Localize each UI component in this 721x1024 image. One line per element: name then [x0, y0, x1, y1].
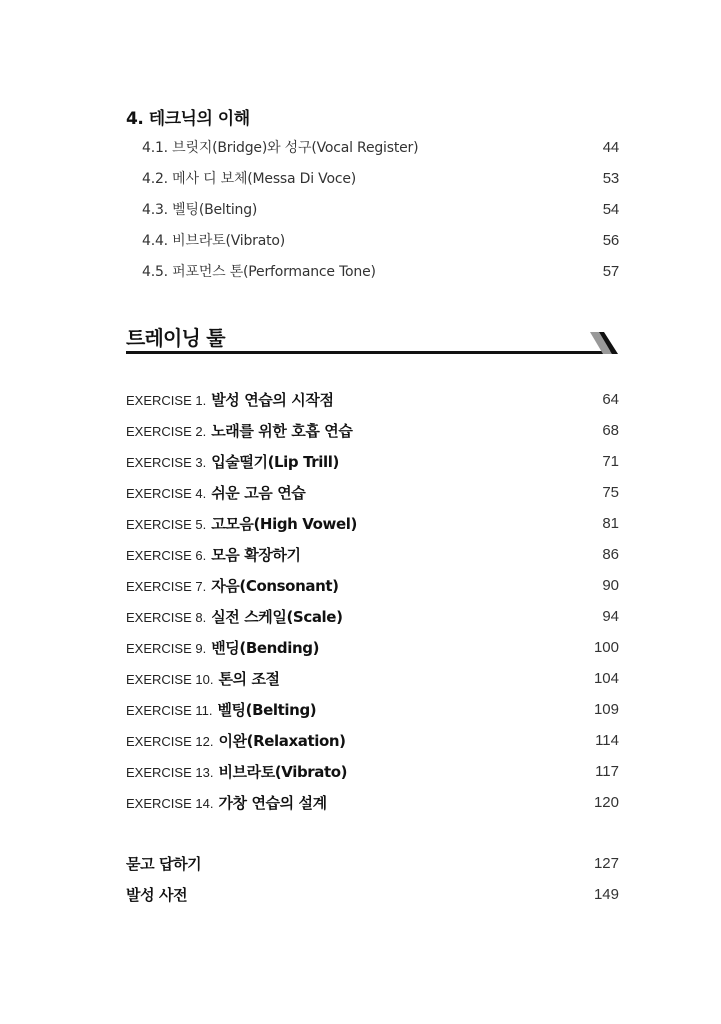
exercise-title: 자음(Consonant): [211, 576, 339, 595]
exercise-entry[interactable]: [126, 604, 619, 628]
toc-entry[interactable]: [142, 260, 619, 282]
exercise-entry[interactable]: [126, 480, 619, 504]
exercise-number: EXERCISE 2.: [126, 423, 207, 439]
exercise-number: EXERCISE 6.: [126, 547, 207, 563]
exercise-title: 입술떨기(Lip Trill): [211, 452, 339, 471]
toc-page-number: 127: [593, 854, 619, 872]
exercise-title: 벨팅(Belting): [217, 700, 317, 719]
toc-page-number: 117: [595, 762, 619, 780]
exercise-title: 톤의 조절: [218, 669, 280, 688]
exercise-entry[interactable]: [126, 542, 619, 566]
exercise-number: EXERCISE 9.: [126, 640, 207, 656]
exercise-title: 노래를 위한 호흡 연습: [211, 421, 353, 440]
toc-page-number: 71: [602, 452, 619, 470]
toc-entry-label: 4.2. 메사 디 보체(Messa Di Voce): [142, 171, 357, 187]
exercise-entry[interactable]: [126, 728, 619, 752]
exercise-title: 비브라토(Vibrato): [218, 762, 348, 781]
exercise-title: 실전 스케일(Scale): [211, 607, 343, 626]
toc-page-number: 100: [593, 638, 619, 656]
exercise-entry[interactable]: [126, 635, 619, 659]
exercise-title: 가창 연습의 설계: [218, 793, 327, 812]
exercise-number: EXERCISE 4.: [126, 485, 207, 501]
toc-page-number: 114: [595, 731, 619, 749]
exercise-title: 이완(Relaxation): [218, 731, 346, 750]
exercise-title: 밴딩(Bending): [211, 638, 320, 657]
exercise-number: EXERCISE 11.: [126, 702, 213, 718]
exercise-title: 고모음(High Vowel): [211, 514, 357, 533]
exercise-entry[interactable]: [126, 449, 619, 473]
toc-entry[interactable]: [142, 229, 619, 251]
toc-entry-label: 4.4. 비브라토(Vibrato): [142, 233, 286, 249]
toc-page-number: 120: [593, 793, 619, 811]
slash-corner-icon: [588, 330, 622, 356]
exercise-entry[interactable]: [126, 790, 619, 814]
title-underline-divider: [126, 351, 616, 354]
toc-entry[interactable]: [142, 198, 619, 220]
toc-page-number: 149: [593, 885, 619, 903]
toc-page-number: 109: [593, 700, 619, 718]
appendix-title: 발성 사전: [126, 885, 188, 904]
exercise-number: EXERCISE 14.: [126, 795, 214, 811]
toc-page-number: 56: [602, 231, 619, 249]
section-title: 4. 테크닉의 이해: [126, 109, 250, 129]
toc-page-number: 57: [602, 262, 619, 280]
exercise-entry[interactable]: [126, 511, 619, 535]
toc-page-number: 94: [602, 607, 619, 625]
exercise-number: EXERCISE 8.: [126, 609, 207, 625]
exercise-title: 발성 연습의 시작점: [211, 390, 334, 409]
toc-entry-label: 4.1. 브릿지(Bridge)와 성구(Vocal Register): [142, 140, 419, 156]
toc-page-number: 54: [602, 200, 619, 218]
appendix-entry[interactable]: [126, 851, 619, 875]
exercise-number: EXERCISE 13.: [126, 764, 214, 780]
toc-entry[interactable]: [142, 136, 619, 158]
toc-page-number: 68: [602, 421, 619, 439]
exercise-title: 모음 확장하기: [211, 545, 301, 564]
toc-page-number: 44: [602, 138, 619, 156]
exercise-number: EXERCISE 12.: [126, 733, 214, 749]
toc-page-number: 81: [602, 514, 619, 532]
toc-page-number: 53: [602, 169, 619, 187]
part-title: 트레이닝 툴: [126, 326, 225, 350]
toc-page-number: 104: [593, 669, 619, 687]
toc-entry[interactable]: [142, 167, 619, 189]
exercise-entry[interactable]: [126, 573, 619, 597]
appendix-entry[interactable]: [126, 882, 619, 906]
exercise-entry[interactable]: [126, 759, 619, 783]
exercise-title: 쉬운 고음 연습: [211, 483, 306, 502]
exercise-entry[interactable]: [126, 418, 619, 442]
exercise-number: EXERCISE 5.: [126, 516, 207, 532]
toc-page-number: 64: [602, 390, 619, 408]
toc-page-number: 75: [602, 483, 619, 501]
exercise-entry[interactable]: [126, 387, 619, 411]
exercise-number: EXERCISE 10.: [126, 671, 214, 687]
appendix-title: 묻고 답하기: [126, 854, 202, 873]
toc-entry-label: 4.3. 벨팅(Belting): [142, 202, 258, 218]
toc-entry-label: 4.5. 퍼포먼스 톤(Performance Tone): [142, 264, 376, 280]
exercise-entry[interactable]: [126, 666, 619, 690]
exercise-number: EXERCISE 1.: [126, 392, 207, 408]
toc-page-number: 90: [602, 576, 619, 594]
exercise-entry[interactable]: [126, 697, 619, 721]
exercise-number: EXERCISE 7.: [126, 578, 207, 594]
exercise-number: EXERCISE 3.: [126, 454, 207, 470]
toc-page-number: 86: [602, 545, 619, 563]
